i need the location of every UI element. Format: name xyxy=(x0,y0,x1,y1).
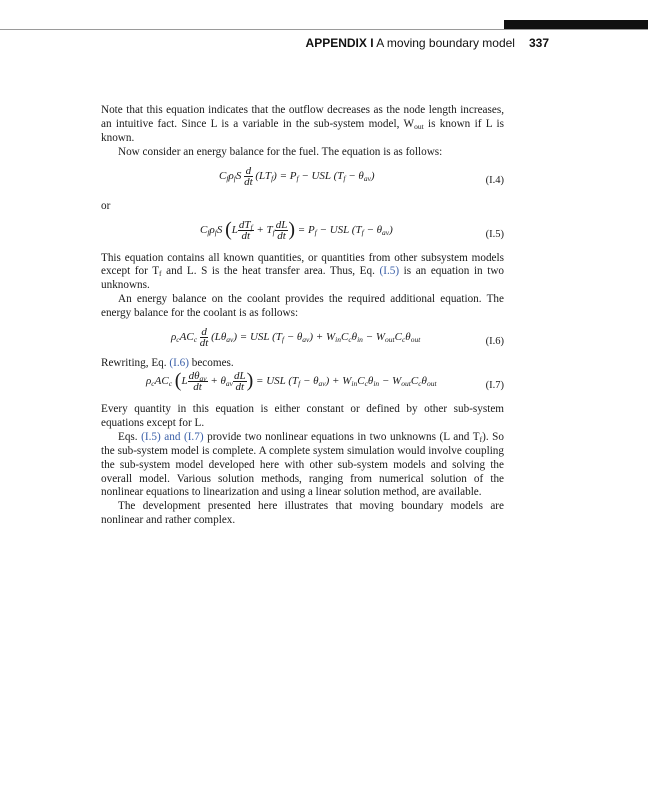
paragraph-8: The development presented here illustrates that moving boundary models are nonlinear and rather complex. xyxy=(101,500,504,527)
equation-number: (I.5) xyxy=(485,228,504,240)
equation-number: (I.7) xyxy=(485,379,504,391)
equation-link[interactable]: (I.5) xyxy=(379,265,400,278)
running-header xyxy=(0,36,549,50)
header-rule xyxy=(0,29,648,30)
equation-number: (I.6) xyxy=(485,336,504,348)
appendix-label: APPENDIX I xyxy=(305,36,374,50)
chapter-title: A moving boundary model xyxy=(376,36,515,50)
equation-link[interactable]: (I.6) xyxy=(169,357,189,370)
page-body xyxy=(101,104,504,528)
equation-number: (I.4) xyxy=(485,174,504,186)
equation-i4: $C_f\rho_fS$ $\frac{d}{dt}$ $(LT_f) = P_f$ − USL $(T_f - \theta_{av})$ (I.4) xyxy=(219,164,504,188)
or-connector: or xyxy=(101,199,111,212)
paragraph-7: Eqs. (I.5) and (I.7) provide two nonlinear equations in two unknowns (L and $T_f$). So the sub-system model is complete. A complete system simulation would involve coupling the sub-system model developed here with other sub-system models and solving the overall model. Various solution methods, ranging from numerical solution of the nonlinear equations to linearization and using a linear solution method, are available. xyxy=(101,430,504,499)
paragraph-4: An energy balance on the coolant provides the required additional equation. The energy balance for the coolant is as follows: xyxy=(101,293,504,320)
paragraph-6: Every quantity in this equation is either constant or defined by other sub-system equations except for L. xyxy=(101,402,504,429)
paragraph-2: Now consider an energy balance for the fuel. The equation is as follows: xyxy=(118,145,443,158)
equation-link[interactable]: (I.5) and (I.7) xyxy=(141,430,204,443)
paragraph-1: Note that this equation indicates that the outflow decreases as the node length increases, an intuitive fact. Since L is a variable in the sub-system model, $W_{out}$ is known if L is known. xyxy=(101,104,504,144)
paragraph-3: This equation contains all known quantities, or quantities from other subsystem models except for $T_f$ and L. S is the heat transfer area. Thus, Eq. (I.5) is an equation in two unknowns. xyxy=(101,251,505,292)
paragraph-5: Rewriting, Eq. (I.6) becomes. xyxy=(101,357,234,370)
equation-i7: $\rho_cAC_c$ (L $d\theta_{av}$ dt + $\theta_{av}$ $\frac{dL}{dt}$ ) = USL $(T_f - \theta_{av}) + W_{in}C_c\theta_{in} - W_{out}C_c\theta_{out}$ (I.7) xyxy=(146,369,504,393)
equation-i5: $C_f\rho_fS$ (L $dT_f$ dt + $T_f$ $\frac{dL}{dt}$ ) = $P_f$ − USL $(T_f - \theta_{av})$ (I.5) xyxy=(200,218,504,242)
equation-i6: $\rho_cAC_c$ $\frac{d}{dt}$ $(L\theta_{av})$ = USL $(T_f - \theta_{av}) + W_{in}C_c\theta_{in} - W_{out}C_c\theta_{out}$ (I.6) xyxy=(171,326,504,350)
page-number: 337 xyxy=(528,36,549,50)
